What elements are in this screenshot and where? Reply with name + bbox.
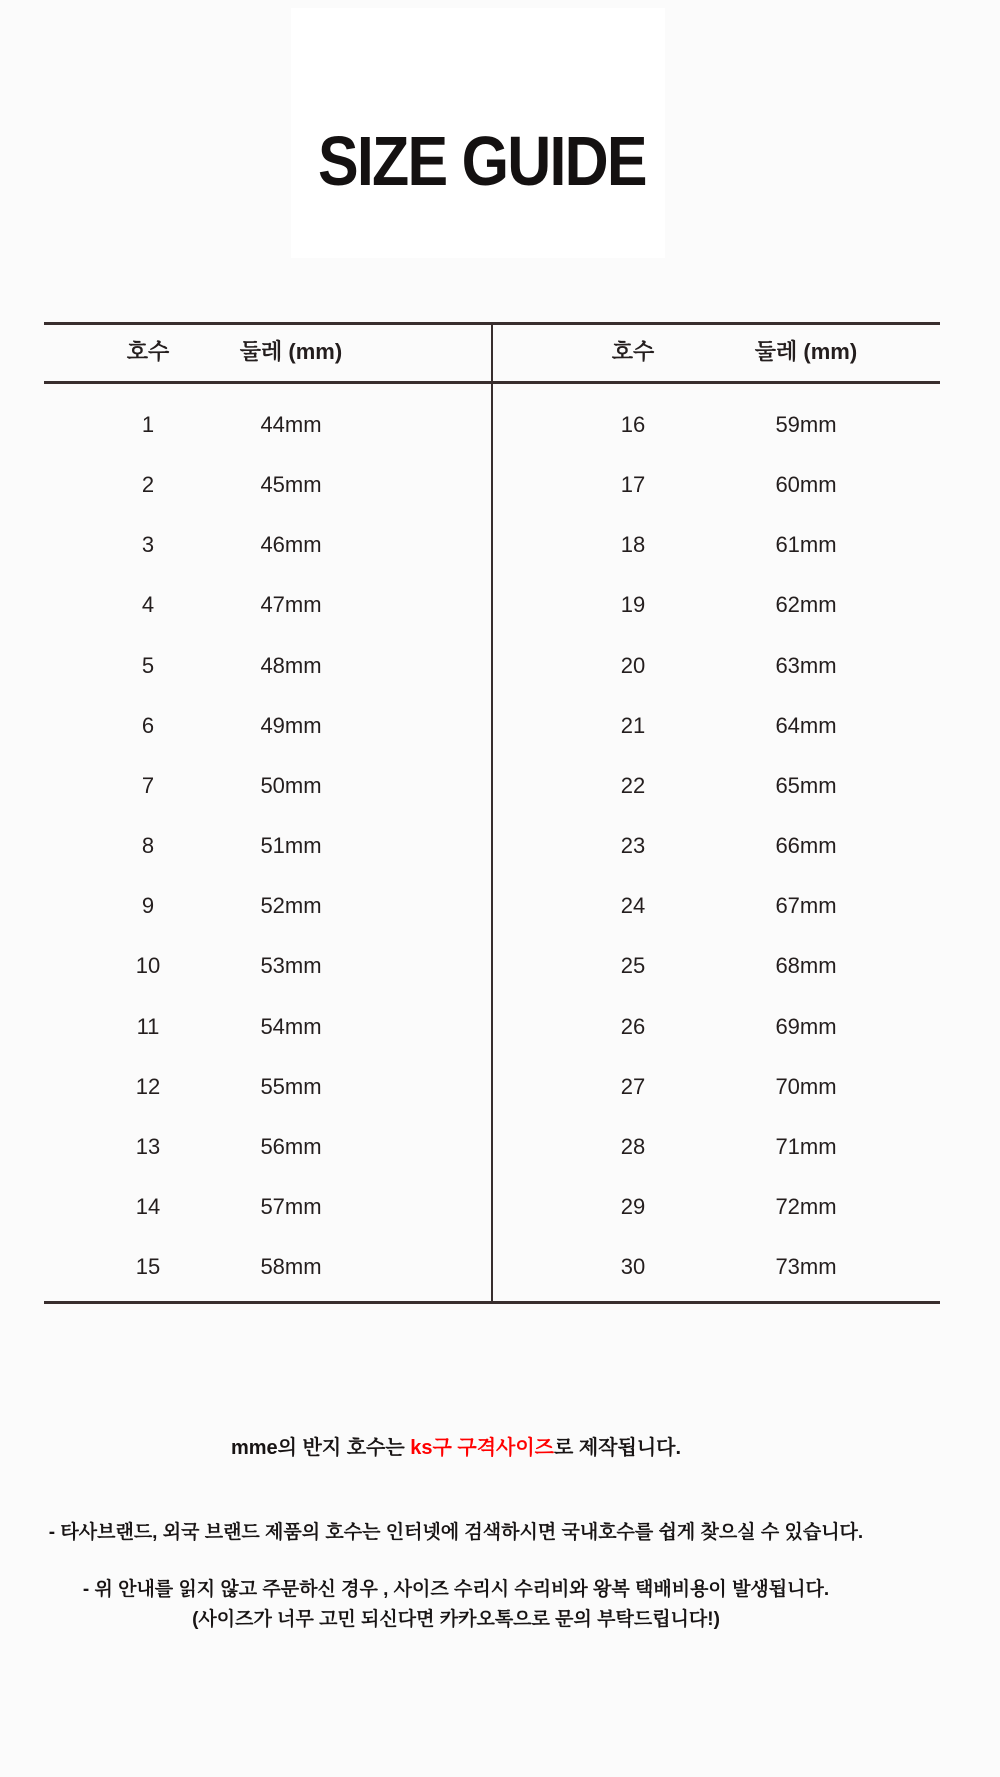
size-cell: 24 (620, 893, 646, 919)
size-cell: 26 (620, 1013, 646, 1039)
table-row (44, 1117, 940, 1177)
circumference-cell: 54mm (260, 1013, 322, 1039)
circumference-cell: 44mm (260, 412, 322, 437)
circumference-cell: 45mm (260, 472, 322, 498)
circumference-cell: 67mm (775, 893, 837, 919)
table-row (44, 876, 940, 936)
note-repair-cost: - 위 안내를 읽지 않고 주문하신 경우 , 사이즈 수리시 수리비와 왕복 택배비용이 발생됩니다. (82, 1579, 830, 1600)
table-row (44, 636, 940, 696)
size-cell: 8 (141, 833, 155, 859)
size-cell: 15 (135, 1254, 161, 1280)
table-row (44, 1237, 940, 1297)
table-row (44, 816, 940, 876)
circumference-cell: 61mm (775, 532, 837, 558)
size-cell: 7 (141, 772, 155, 798)
circumference-cell: 49mm (260, 712, 322, 738)
size-cell: 30 (620, 1254, 646, 1280)
circumference-cell: 46mm (260, 532, 322, 558)
note-standard-size (0, 1434, 912, 1462)
size-cell: 25 (620, 953, 646, 979)
size-cell: 23 (620, 833, 646, 859)
circumference-cell: 62mm (775, 592, 837, 618)
size-cell: 10 (135, 953, 161, 979)
table-row (44, 997, 940, 1057)
table-row (44, 1177, 940, 1237)
note-other-brands: - 타사브랜드, 외국 브랜드 제품의 호수는 인터넷에 검색하시면 국내호수를 쉽게 찾으실 수 있습니다. (48, 1522, 864, 1543)
note-kakaotalk: (사이즈가 너무 고민 되신다면 카카오톡으로 문의 부탁드립니다!) (192, 1609, 720, 1630)
circumference-cell: 51mm (260, 833, 322, 859)
circumference-cell: 53mm (260, 953, 322, 979)
table-row (44, 1057, 940, 1117)
circumference-cell: 65mm (775, 772, 837, 798)
size-cell: 6 (141, 712, 155, 738)
size-cell: 19 (620, 592, 646, 618)
circumference-cell: 68mm (775, 953, 837, 979)
size-cell: 18 (620, 532, 646, 558)
size-cell: 20 (620, 652, 646, 678)
circumference-cell: 64mm (775, 712, 837, 738)
table-row (44, 575, 940, 635)
size-cell: 16 (620, 412, 646, 437)
size-cell: 9 (141, 893, 155, 919)
circumference-cell: 60mm (775, 472, 837, 498)
size-cell: 4 (141, 592, 155, 618)
table-row (44, 696, 940, 756)
size-cell: 12 (135, 1073, 161, 1099)
size-cell: 11 (136, 1013, 160, 1039)
right-size-header: 호수 (611, 339, 655, 364)
size-cell: 27 (620, 1073, 646, 1099)
circumference-cell: 69mm (775, 1013, 837, 1039)
circumference-cell: 66mm (775, 833, 837, 859)
circumference-cell: 70mm (775, 1073, 837, 1099)
circumference-cell: 71mm (775, 1133, 837, 1159)
size-cell: 14 (135, 1193, 161, 1219)
circumference-cell: 72mm (775, 1193, 837, 1219)
size-cell: 17 (620, 472, 646, 498)
note1-suffix: 로 제작됩니다. (553, 1437, 682, 1459)
size-cell: 29 (620, 1193, 646, 1219)
size-cell: 1 (141, 412, 155, 437)
circumference-cell: 73mm (775, 1254, 837, 1280)
left-size-header: 호수 (126, 339, 170, 364)
left-circumference-header: 둘레 (mm) (239, 339, 343, 364)
size-cell: 13 (135, 1133, 161, 1159)
circumference-cell: 50mm (260, 772, 322, 798)
size-cell: 2 (141, 472, 155, 498)
circumference-cell: 52mm (260, 893, 322, 919)
circumference-cell: 63mm (775, 652, 837, 678)
table-row (44, 936, 940, 996)
note1-prefix: mme의 반지 호수는 (230, 1437, 411, 1459)
circumference-cell: 59mm (775, 412, 837, 437)
size-cell: 22 (620, 772, 646, 798)
table-row (44, 515, 940, 575)
page-title: SIZE GUIDE (318, 122, 646, 200)
table-row (44, 756, 940, 816)
circumference-cell: 47mm (260, 592, 322, 618)
size-cell: 3 (141, 532, 155, 558)
table-row (44, 395, 940, 455)
right-circumference-header: 둘레 (mm) (754, 339, 858, 364)
size-cell: 28 (620, 1133, 646, 1159)
circumference-cell: 56mm (260, 1133, 322, 1159)
note1-highlight: ks구 구격사이즈 (410, 1437, 554, 1459)
size-cell: 5 (141, 652, 155, 678)
circumference-cell: 48mm (260, 652, 322, 678)
circumference-cell: 57mm (260, 1193, 322, 1219)
size-cell: 21 (620, 712, 646, 738)
circumference-cell: 55mm (260, 1073, 322, 1099)
circumference-cell: 58mm (260, 1254, 322, 1280)
table-row (44, 455, 940, 515)
